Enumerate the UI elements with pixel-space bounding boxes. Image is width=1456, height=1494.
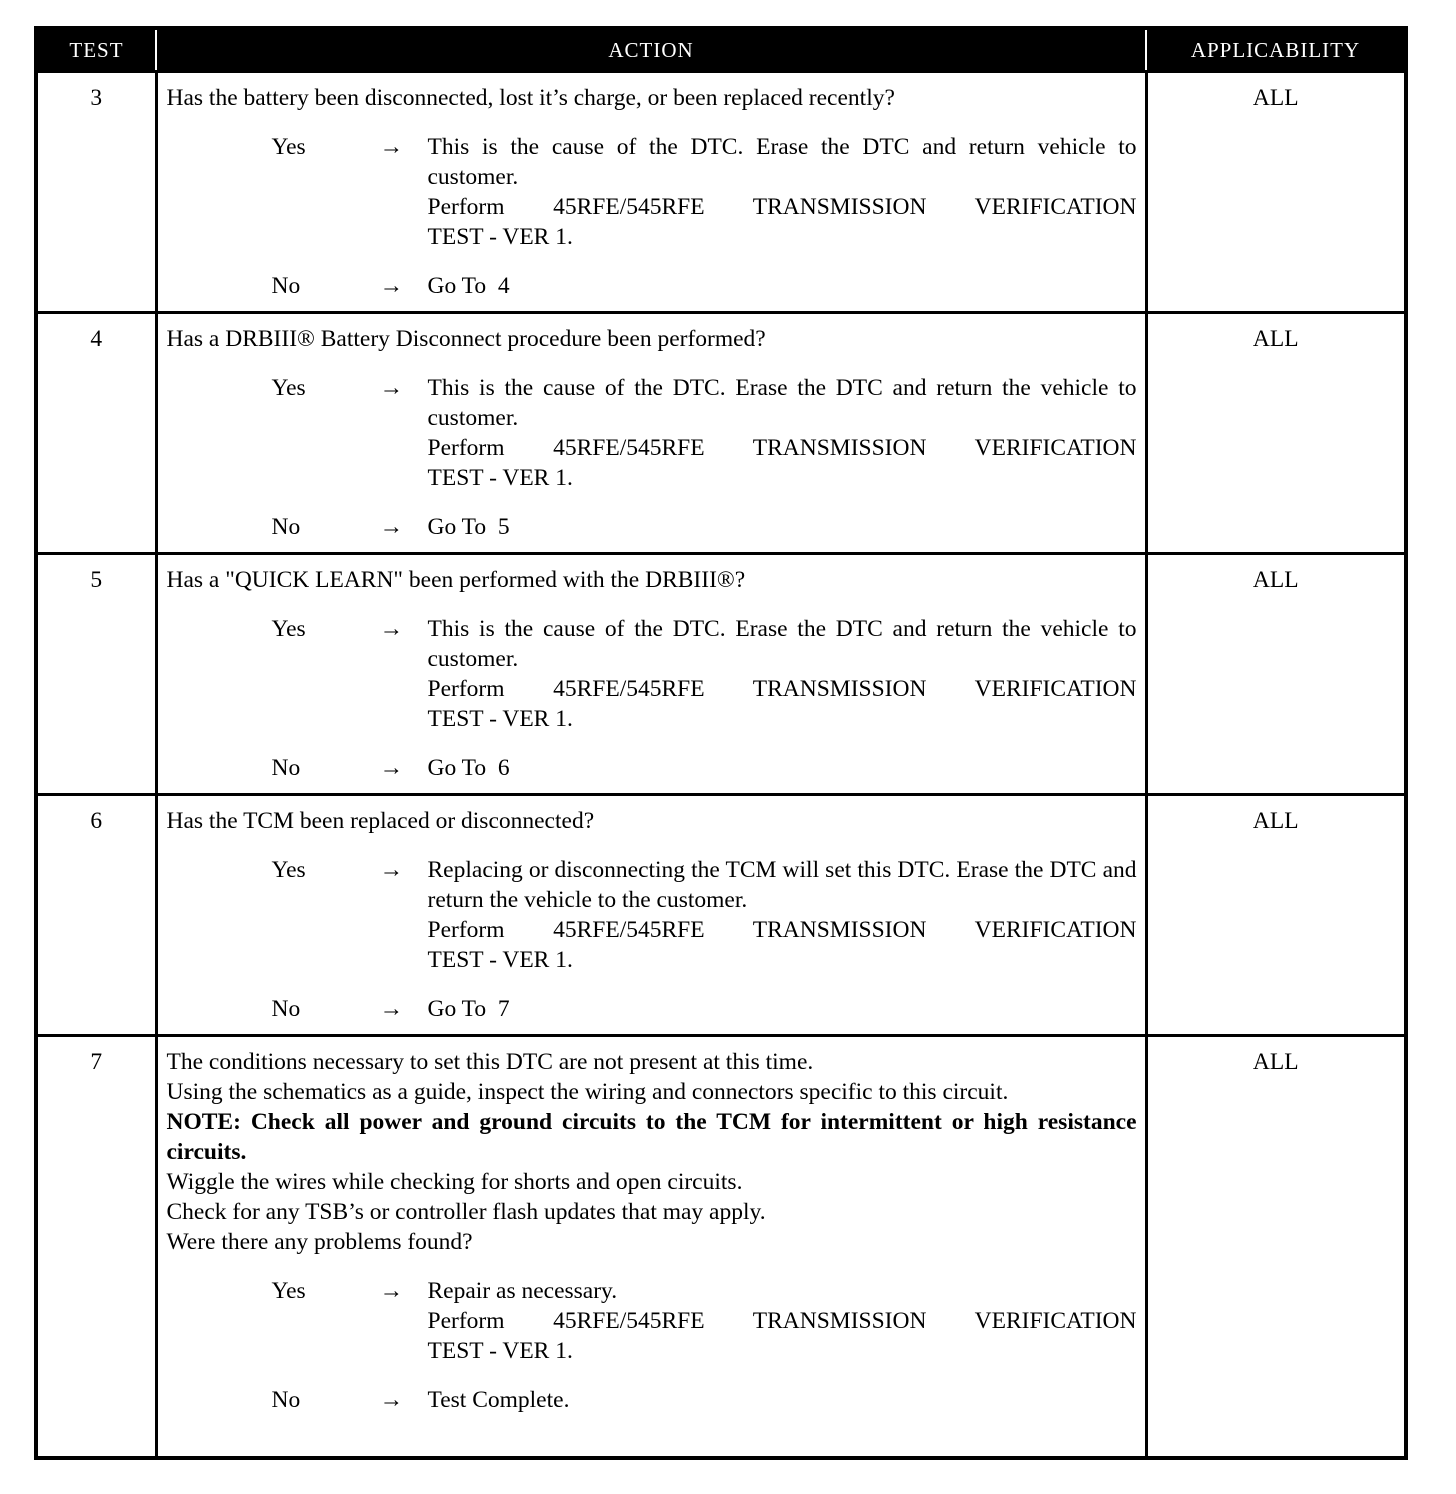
perform-instruction: Perform 45RFE/545RFE TRANSMISSION VERIFICATION [427, 1308, 1137, 1334]
action-cell [156, 72, 1146, 313]
perform-instruction-end: TEST - VER 1. [427, 947, 573, 973]
applicability-value: ALL [1146, 72, 1406, 313]
yes-branch [167, 855, 1137, 975]
no-result: Go To 5 [427, 514, 510, 540]
no-result: Test Complete. [427, 1387, 570, 1413]
no-label: No [271, 273, 301, 299]
applicability-value: ALL [1146, 1036, 1406, 1458]
yes-result [428, 1276, 1137, 1366]
yes-text: This is the cause of the DTC. Erase the DTC and return the vehicle to customer. [427, 375, 1137, 431]
yes-label: Yes [271, 616, 306, 642]
yes-text: Repair as necessary. [427, 1278, 618, 1304]
no-branch [167, 271, 1137, 301]
arrow-right-icon: → [379, 996, 403, 1022]
applicability-value: ALL [1146, 554, 1406, 795]
yes-label: Yes [271, 134, 306, 160]
problems-question: Were there any problems found? [166, 1229, 473, 1255]
test-number: 5 [36, 554, 156, 795]
table-row [36, 72, 1406, 313]
table-row [36, 795, 1406, 1036]
perform-instruction: Perform 45RFE/545RFE TRANSMISSION VERIFICATION [427, 917, 1137, 943]
yes-label: Yes [271, 375, 306, 401]
perform-instruction: Perform 45RFE/545RFE TRANSMISSION VERIFICATION [427, 676, 1137, 702]
question-text: Has the TCM been replaced or disconnected? [166, 808, 595, 834]
no-label: No [271, 514, 301, 540]
arrow-right-icon: → [379, 273, 403, 299]
no-result: Go To 6 [427, 755, 510, 781]
yes-label: Yes [271, 1278, 306, 1304]
note-bold: NOTE: Check all power and ground circuits to the TCM for intermittent or high resistance circuits. [166, 1109, 1137, 1165]
arrow-right-icon: → [379, 755, 403, 781]
no-branch [167, 1385, 1137, 1415]
no-branch [167, 512, 1137, 542]
no-label: No [271, 755, 301, 781]
perform-instruction-end: TEST - VER 1. [427, 224, 573, 250]
yes-text: This is the cause of the DTC. Erase the DTC and return the vehicle to customer. [427, 616, 1137, 672]
yes-text: This is the cause of the DTC. Erase the DTC and return vehicle to customer. [427, 134, 1137, 190]
condition-text: The conditions necessary to set this DTC are not present at this time. [166, 1049, 814, 1075]
yes-label: Yes [271, 857, 306, 883]
header-action: ACTION [156, 28, 1146, 72]
question-text: Has a "QUICK LEARN" been performed with the DRBIII®? [166, 567, 746, 593]
table-header-row [36, 28, 1406, 72]
no-result: Go To 7 [427, 996, 510, 1022]
no-label: No [271, 996, 301, 1022]
yes-result [428, 855, 1137, 975]
perform-instruction: Perform 45RFE/545RFE TRANSMISSION VERIFICATION [427, 194, 1137, 220]
perform-instruction-end: TEST - VER 1. [427, 465, 573, 491]
no-branch [167, 994, 1137, 1024]
arrow-right-icon: → [379, 514, 403, 540]
diagnostic-test-table [34, 26, 1408, 1460]
test-number: 6 [36, 795, 156, 1036]
arrow-right-icon: → [379, 375, 403, 401]
yes-branch [167, 1276, 1137, 1366]
action-cell [156, 1036, 1146, 1458]
question-text: Has a DRBIII® Battery Disconnect procedure been performed? [166, 326, 766, 352]
yes-branch [167, 373, 1137, 493]
arrow-right-icon: → [379, 616, 403, 642]
perform-instruction-end: TEST - VER 1. [427, 1338, 573, 1364]
yes-branch [167, 132, 1137, 252]
arrow-right-icon: → [379, 1278, 403, 1304]
yes-result [428, 373, 1137, 493]
arrow-right-icon: → [379, 1387, 403, 1413]
question-text: Has the battery been disconnected, lost it’s charge, or been replaced recently? [166, 85, 895, 111]
wiggle-instruction: Wiggle the wires while checking for shorts and open circuits. [166, 1169, 743, 1195]
test-number: 4 [36, 313, 156, 554]
applicability-value: ALL [1146, 313, 1406, 554]
header-applicability: APPLICABILITY [1146, 28, 1406, 72]
arrow-right-icon: → [379, 857, 403, 883]
yes-result [428, 614, 1137, 734]
tsb-instruction: Check for any TSB’s or controller flash updates that may apply. [166, 1199, 766, 1225]
action-cell [156, 313, 1146, 554]
no-branch [167, 753, 1137, 783]
table-row [36, 554, 1406, 795]
action-cell [156, 795, 1146, 1036]
yes-branch [167, 614, 1137, 734]
no-result: Go To 4 [427, 273, 510, 299]
arrow-right-icon: → [379, 134, 403, 160]
test-number: 7 [36, 1036, 156, 1458]
no-label: No [271, 1387, 301, 1413]
table-row [36, 1036, 1406, 1458]
perform-instruction-end: TEST - VER 1. [427, 706, 573, 732]
applicability-value: ALL [1146, 795, 1406, 1036]
note-text [167, 1107, 1137, 1167]
table-row [36, 313, 1406, 554]
schematic-instruction: Using the schematics as a guide, inspect the wiring and connectors specific to this circuit. [166, 1079, 1009, 1105]
yes-result [428, 132, 1137, 252]
test-number: 3 [36, 72, 156, 313]
yes-text: Replacing or disconnecting the TCM will set this DTC. Erase the DTC and return the vehicle to the customer. [427, 857, 1137, 913]
header-test: TEST [36, 28, 156, 72]
action-cell [156, 554, 1146, 795]
perform-instruction: Perform 45RFE/545RFE TRANSMISSION VERIFICATION [427, 435, 1137, 461]
